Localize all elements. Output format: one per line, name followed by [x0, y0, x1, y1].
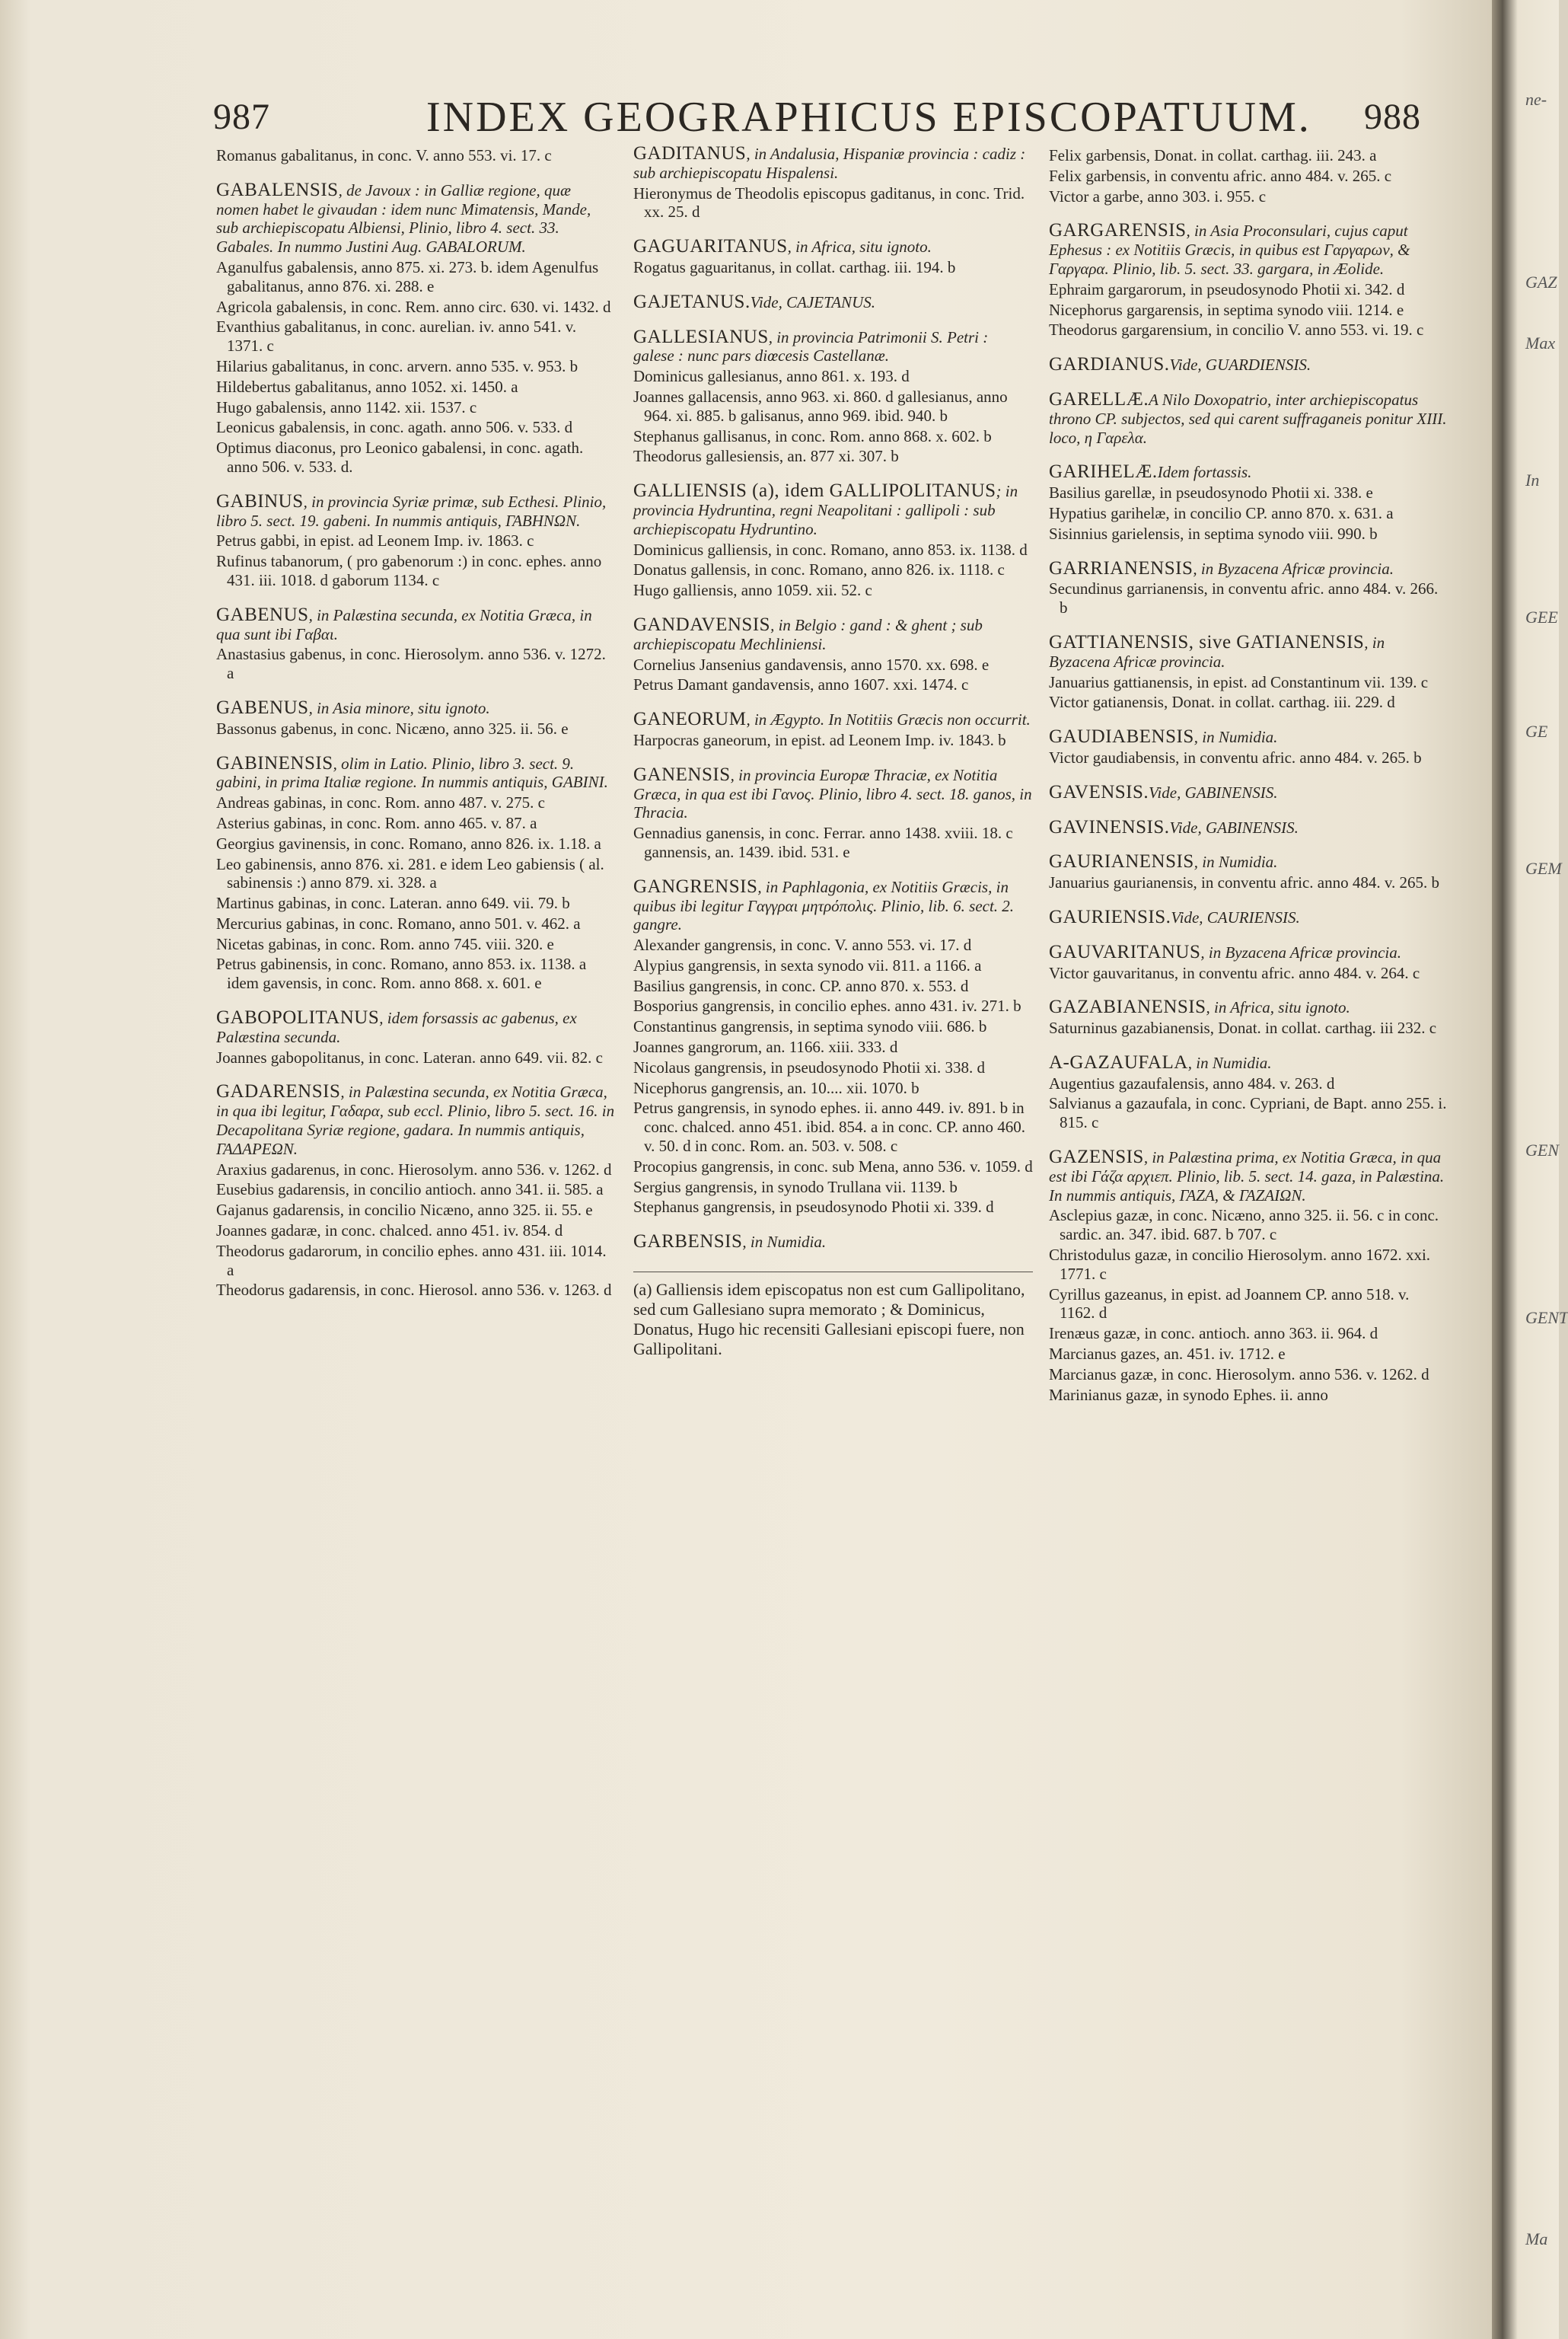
bishop-entry: Alypius gangrensis, in sexta synodo vii. 811. a 1166. a — [633, 956, 982, 975]
facing-page-fragment: GENT — [1525, 1308, 1568, 1327]
index-entry — [1049, 1051, 1448, 1132]
index-entry — [1049, 818, 1448, 838]
entry-heading-line — [1049, 463, 1448, 482]
bishop-entry: Irenæus gazæ, in conc. antioch. anno 363. ii. 964. d — [1049, 1324, 1378, 1343]
bishop-entry: Sergius gangrensis, in synodo Trullana vii. 1139. b — [633, 1177, 958, 1196]
entry-description: , in Byzacena Africæ provincia. — [1200, 943, 1402, 962]
entry-heading-line — [1049, 853, 1448, 872]
entry-heading: GAVENSIS. — [1049, 781, 1149, 803]
entry-heading-line — [1049, 222, 1448, 278]
bishop-entry: Theodorus gallesiensis, an. 877 xi. 307. b — [633, 447, 899, 466]
bishop-entry: Januarius gattianensis, in epist. ad Constantinum vii. 139. c — [1049, 672, 1429, 691]
bishop-entry: Constantinus gangrensis, in septima synodo viii. 686. b — [633, 1017, 987, 1036]
entry-heading: GABOPOLITANUS — [216, 1007, 380, 1029]
entry-description: , in Numidia. — [1194, 853, 1278, 872]
bishop-entry: Eusebius gadarensis, in concilio antioch. anno 341. ii. 585. a — [216, 1180, 604, 1199]
index-entry — [1049, 222, 1448, 340]
index-entry — [1049, 728, 1448, 767]
facing-page-fragment: Ma — [1525, 2229, 1548, 2248]
entry-heading-line — [633, 328, 1033, 366]
index-entry — [1049, 943, 1448, 983]
index-entry — [1049, 908, 1448, 927]
entry-heading: GAUVARITANUS — [1049, 941, 1201, 962]
entry-heading: GADITANUS — [633, 143, 747, 164]
bishop-entry: Victor gatianensis, Donat. in collat. carthag. iii. 229. d — [1049, 693, 1395, 712]
entry-heading: GANEORUM — [633, 709, 747, 730]
index-entry — [633, 616, 1033, 694]
entry-heading-line — [633, 145, 1033, 183]
bishop-entry: Joannes gabopolitanus, in conc. Lateran. anno 649. vii. 82. c — [216, 1048, 603, 1067]
entry-heading-line — [633, 238, 1033, 257]
bishop-entry: Felix garbensis, in conventu afric. anno 484. v. 265. c — [1049, 166, 1392, 185]
entry-heading-line — [1049, 818, 1448, 838]
bishop-entry: Optimus diaconus, pro Leonico gabalensi, in conc. agath. anno 506. v. 533. d. — [216, 439, 584, 476]
footnote: (a) Galliensis idem episcopatus non est cum Gallipolitano, sed cum Gallesiano supra memorato ; & Dominicus, Donatus, Hugo hic recensiti Gallesiani episcopi fuere, non Gallipolitani. — [633, 1272, 1033, 1359]
index-entry — [1049, 998, 1448, 1038]
entry-heading-line — [633, 878, 1033, 934]
bishop-entry: Cyrillus gazeanus, in epist. ad Joannem CP. anno 518. v. 1162. d — [1049, 1284, 1410, 1323]
index-entry — [216, 1083, 616, 1300]
bishop-entry: Basilius garellæ, in pseudosynodo Photii xi. 338. e — [1049, 483, 1373, 503]
bishop-entry: Romanus gabalitanus, in conc. V. anno 553. vi. 17. c — [216, 146, 552, 164]
bishop-entry: Agricola gabalensis, in conc. Rem. anno circ. 630. vi. 1432. d — [216, 297, 611, 316]
entry-description: , in Belgio : gand : & ghent ; sub archiepiscopatu Mechliniensi. — [633, 615, 983, 653]
bishop-entry: Theodorus gargarensium, in concilio V. anno 553. vi. 19. c — [1049, 321, 1424, 340]
entry-description: , in Byzacena Africæ provincia. — [1193, 559, 1394, 578]
bishop-entry: Secundinus garrianensis, in conventu afric. anno 484. v. 266. b — [1049, 579, 1439, 617]
bishop-entry: Stephanus gangrensis, in pseudosynodo Photii xi. 339. d — [633, 1198, 994, 1217]
entry-heading: GANENSIS — [633, 764, 731, 785]
bishop-entry: Saturninus gazabianensis, Donat. in collat. carthag. iii 232. c — [1049, 1019, 1437, 1038]
bishop-entry: Hildebertus gabalitanus, anno 1052. xi. 1450. a — [216, 377, 518, 396]
entry-description: , de Javoux : in Galliæ regione, quæ nomen habet le givaudan : idem nunc Mimatensis, Mande, sub archiepiscopatu Albiensi, Plinio, libro 4. sect. 33. Gabales. In nummo Justini Aug. GABALORUM. — [216, 180, 591, 257]
facing-page-fragment: In — [1525, 471, 1540, 490]
index-entry — [633, 766, 1033, 862]
index-entry — [633, 878, 1033, 1217]
index-entry — [633, 1233, 1033, 1252]
entry-description: ; in provincia Hydruntina, regni Neapolitani : gallipoli : sub archiepiscopatu Hydruntino. — [633, 482, 1018, 538]
entry-heading: GARDIANUS. — [1049, 354, 1170, 375]
bishop-entry: Hugo galliensis, anno 1059. xii. 52. c — [633, 581, 872, 600]
entry-heading-line — [1049, 557, 1448, 579]
entry-heading-line — [633, 482, 1033, 538]
entry-heading: A-GAZAUFALA — [1049, 1051, 1188, 1073]
bishop-entry: Harpocras ganeorum, in epist. ad Leonem Imp. iv. 1843. b — [633, 730, 1006, 749]
entry-description: Vide, GUARDIENSIS. — [1169, 356, 1311, 375]
entry-heading: GAZENSIS — [1049, 1147, 1144, 1168]
entry-heading-line — [216, 752, 616, 793]
entry-description: , in Numidia. — [1187, 1053, 1272, 1072]
entry-heading-line — [216, 490, 616, 531]
bishop-entry: Dominicus galliensis, in conc. Romano, anno 853. ix. 1138. d — [633, 540, 1028, 559]
bishop-entry: Stephanus gallisanus, in conc. Rom. anno 868. x. 602. b — [633, 426, 992, 445]
bishop-entry: Bassonus gabenus, in conc. Nicæno, anno 325. ii. 56. e — [216, 719, 569, 738]
bishop-entry: Theodorus gadarorum, in concilio ephes. anno 431. iii. 1014. a — [216, 1241, 607, 1279]
entry-heading-line — [1049, 388, 1448, 447]
index-entry — [216, 1009, 616, 1067]
bishop-entry: Christodulus gazæ, in concilio Hierosolym. anno 1672. xxi. 1771. c — [1049, 1246, 1431, 1283]
page-header — [0, 88, 1492, 149]
entry-description: , in Palæstina prima, ex Notitia Græca, in qua est ibi Γάζα αρχιεπ. Plinio, lib. 5. sect. 14. gaza, in Palæstina. In nummis antiquis, ΓΑΖΑ, & ΓΑΖΑΙΩΝ. — [1049, 1148, 1445, 1205]
bishop-entry: Araxius gadarenus, in conc. Hierosolym. anno 536. v. 1262. d — [216, 1160, 612, 1179]
entry-heading: GAURIANENSIS — [1049, 851, 1194, 873]
bishop-entry: Georgius gavinensis, in conc. Romano, anno 826. ix. 1.18. a — [216, 834, 601, 853]
entry-heading-line — [1049, 1148, 1448, 1205]
entry-description: , in provincia Patrimonii S. Petri : galese : nunc pars diœcesis Castellanæ. — [633, 327, 989, 365]
entry-heading-line — [1049, 783, 1448, 803]
bishop-entry: Asterius gabinas, in conc. Rom. anno 465. v. 87. a — [216, 813, 537, 832]
entry-heading: GAGUARITANUS — [633, 236, 788, 257]
entry-heading-line — [1049, 998, 1448, 1017]
entry-description: , in Byzacena Africæ provincia. — [1049, 633, 1385, 671]
entry-heading: GATTIANENSIS, sive GATIANENSIS — [1049, 631, 1365, 653]
entry-heading-line — [633, 1233, 1033, 1252]
index-entry — [633, 710, 1033, 750]
entry-heading: GAUDIABENSIS — [1049, 726, 1194, 748]
bishop-entry: Dominicus gallesianus, anno 861. x. 193. d — [633, 367, 910, 386]
running-title: INDEX GEOGRAPHICUS EPISCOPATUUM. — [426, 94, 1311, 141]
entry-description: , in Ægypto. In Notitiis Græcis non occurrit. — [746, 710, 1031, 729]
index-entry — [216, 146, 616, 165]
bishop-entry: Hieronymus de Theodolis episcopus gaditanus, in conc. Trid. xx. 25. d — [633, 183, 1025, 222]
index-entry — [1049, 853, 1448, 892]
bishop-entry: Bosporius gangrensis, in concilio ephes. anno 431. iv. 271. b — [633, 997, 1021, 1016]
bishop-entry: Nicolaus gangrensis, in pseudosynodo Photii xi. 338. d — [633, 1058, 985, 1077]
index-entry — [216, 606, 616, 683]
entry-description: , in Africa, situ ignoto. — [1206, 998, 1350, 1017]
bishop-entry: Andreas gabinas, in conc. Rom. anno 487. v. 275. c — [216, 793, 545, 812]
index-entry — [1049, 557, 1448, 617]
bishop-entry: Hilarius gabalitanus, in conc. arvern. anno 535. v. 953. b — [216, 356, 578, 375]
facing-page-fragment: Max — [1525, 333, 1556, 353]
entry-heading-line — [1049, 1051, 1448, 1073]
bishop-entry: Joannes gallacensis, anno 963. xi. 860. d gallesianus, anno 964. xi. 885. b galisanus, anno 969. ibid. 940. b — [633, 387, 1008, 425]
entry-description: A Nilo Doxopatrio, inter archiepiscopatus throno CP. subjectos, sed qui carent suffraganeis ponitur XIII. loco, η Γαρελα. — [1049, 390, 1447, 447]
entry-heading: GALLIENSIS (a), idem GALLIPOLITANUS — [633, 480, 996, 502]
bishop-entry: Anastasius gabenus, in conc. Hierosolym. anno 536. v. 1272. a — [216, 645, 606, 683]
entry-heading-line — [1049, 908, 1448, 927]
bishop-entry: Petrus Damant gandavensis, anno 1607. xxi. 1474. c — [633, 675, 969, 694]
entry-heading: GADARENSIS — [216, 1081, 341, 1102]
index-entry — [633, 238, 1033, 277]
bishop-entry: Januarius gaurianensis, in conventu afric. anno 484. v. 265. b — [1049, 873, 1440, 892]
bishop-entry: Asclepius gazæ, in conc. Nicæno, anno 325. ii. 56. c in conc. sardic. an. 347. ibid. 687. b 707. c — [1049, 1206, 1439, 1244]
bishop-entry: Petrus gangrensis, in synodo ephes. ii. anno 449. iv. 891. b in conc. chalced. anno 451. ibid. 854. a in conc. CP. anno 460. v. 50. d in conc. Rom. an. 503. v. 508. c — [633, 1099, 1025, 1156]
index-entry — [216, 752, 616, 994]
facing-page-fragment: GAZ — [1525, 273, 1557, 292]
facing-page-fragment: ne- — [1525, 90, 1547, 109]
index-entry — [1049, 356, 1448, 375]
index-entry — [633, 328, 1033, 467]
entry-description: , in provincia Syriæ primæ, sub Ecthesi. Plinio, libro 5. sect. 19. gabeni. In nummis antiquis, ΓΑΒΗΝΩΝ. — [216, 492, 607, 530]
index-entry — [633, 145, 1033, 222]
entry-description: , in provincia Europæ Thraciæ, ex Notitia Græca, in qua est ibi Γανος. Plinio, libro 4. sect. 18. ganos, in Thracia. — [633, 765, 1032, 822]
index-entry — [216, 181, 616, 477]
entry-description: Vide, CAURIENSIS. — [1171, 908, 1300, 927]
facing-page-fragment: GE — [1525, 722, 1548, 741]
entry-description: , in Paphlagonia, ex Notitiis Græcis, in quibus ibi legitur Γαγγραι μητρόπολις. Plinio, lib. 6. sect. 2. gangre. — [633, 877, 1015, 934]
bishop-entry: Evanthius gabalitanus, in conc. aurelian. iv. anno 541. v. 1371. c — [216, 318, 577, 356]
bishop-entry: Cornelius Jansenius gandavensis, anno 1570. xx. 698. e — [633, 655, 990, 674]
bishop-entry: Rufinus tabanorum, ( pro gabenorum :) in conc. ephes. anno 431. iii. 1018. d gaborum 1134. c — [216, 552, 602, 589]
bishop-entry: Rogatus gaguaritanus, in collat. carthag. iii. 194. b — [633, 257, 956, 276]
entry-heading-line — [216, 181, 616, 257]
bishop-entry: Theodorus gadarensis, in conc. Hierosol. anno 536. v. 1263. d — [216, 1281, 612, 1300]
entry-description: , olim in Latio. Plinio, libro 3. sect. 9. gabini, in prima Italiæ regione. In nummis antiquis, GABINI. — [216, 754, 608, 792]
entry-heading: GABALENSIS — [216, 179, 339, 200]
entry-heading: GARBENSIS — [633, 1231, 743, 1252]
entry-heading-line — [1049, 943, 1448, 962]
bishop-entry: Ephraim gargarorum, in pseudosynodo Photii xi. 342. d — [1049, 279, 1405, 298]
bishop-entry: Felix garbensis, Donat. in collat. carthag. iii. 243. a — [1049, 146, 1377, 164]
entry-description: , idem forsassis ac gabenus, ex Palæstina secunda. — [216, 1009, 577, 1046]
index-entry — [1049, 783, 1448, 803]
entry-description: , in Numidia. — [742, 1233, 827, 1252]
entry-heading: GANDAVENSIS — [633, 614, 771, 635]
entry-description: Vide, GABINENSIS. — [1149, 783, 1278, 802]
bishop-entry: Victor gauvaritanus, in conventu afric. anno 484. v. 264. c — [1049, 963, 1420, 982]
bishop-entry: Augentius gazaufalensis, anno 484. v. 263. d — [1049, 1074, 1335, 1093]
bishop-entry: Gennadius ganensis, in conc. Ferrar. anno 1438. xviii. 18. c gannensis, an. 1439. ibid. 531. e — [633, 824, 1013, 861]
page-number-left: 987 — [213, 97, 270, 137]
bishop-entry: Procopius gangrensis, in conc. sub Mena, anno 536. v. 1059. d — [633, 1157, 1033, 1176]
entry-heading: GANGRENSIS — [633, 876, 758, 897]
entry-heading-line — [1049, 633, 1448, 672]
entry-description: , in Palæstina secunda, ex Notitia Græca, in qua ibi legitur, Γαδαρα, sub eccl. Plinio, libro 5. sect. 16. in Decapolitana Syriæ regione, gadara. In nummis antiquis, ΓΑΔΑΡΕΩΝ. — [216, 1083, 615, 1158]
entry-heading: GARGARENSIS — [1049, 220, 1187, 241]
entry-heading: GAURIENSIS. — [1049, 906, 1171, 927]
bishop-entry: Victor a garbe, anno 303. i. 955. c — [1049, 187, 1267, 206]
bishop-entry: Alexander gangrensis, in conc. V. anno 553. vi. 17. d — [633, 936, 972, 955]
entry-heading: GAJETANUS. — [633, 291, 751, 312]
entry-heading: GABINENSIS — [216, 752, 333, 774]
bishop-entry: Sisinnius garielensis, in septima synodo viii. 990. b — [1049, 524, 1378, 543]
index-entry — [1049, 463, 1448, 543]
entry-heading: GARIHELÆ. — [1049, 461, 1158, 483]
entry-heading-line — [1049, 356, 1448, 375]
facing-page-edge — [1492, 0, 1568, 2339]
entry-description: , in Asia minore, situ ignoto. — [308, 698, 490, 717]
index-entry — [1049, 388, 1448, 447]
entry-description: , in Numidia. — [1194, 728, 1278, 747]
bishop-entry: Joannes gadaræ, in conc. chalced. anno 451. iv. 854. d — [216, 1221, 563, 1240]
bishop-entry: Aganulfus gabalensis, anno 875. xi. 273. b. idem Agenulfus gabalitanus, anno 876. xi. 288. e — [216, 257, 599, 295]
bishop-entry: Gajanus gadarensis, in concilio Nicæno, anno 325. ii. 55. e — [216, 1201, 593, 1220]
facing-page-fragment: GEN — [1525, 1141, 1559, 1160]
bishop-entry: Marcianus gazes, an. 451. iv. 1712. e — [1049, 1345, 1286, 1364]
index-column-1 — [216, 145, 616, 1316]
entry-heading: GABENUS — [216, 697, 309, 718]
bishop-entry: Marinianus gazæ, in synodo Ephes. ii. anno — [1049, 1385, 1328, 1404]
entry-heading-line — [633, 710, 1033, 729]
index-entry — [633, 482, 1033, 600]
entry-heading: GAVINENSIS. — [1049, 816, 1170, 838]
index-entry — [216, 490, 616, 590]
index-entry — [1049, 146, 1448, 206]
facing-page-fragment: GEM — [1525, 859, 1562, 878]
facing-page-fragment: GEE — [1525, 608, 1558, 627]
bishop-entry: Donatus gallensis, in conc. Romano, anno 826. ix. 1118. c — [633, 560, 1005, 579]
entry-heading-line — [633, 766, 1033, 822]
entry-heading-line — [633, 616, 1033, 654]
index-column-2 — [633, 145, 1033, 1359]
index-entry — [216, 699, 616, 739]
bishop-entry: Leo gabinensis, anno 876. xi. 281. e idem Leo gabiensis ( al. sabinensis :) anno 879. xi. 328. a — [216, 854, 604, 892]
entry-heading: GARRIANENSIS — [1049, 557, 1194, 579]
bishop-entry: Nicetas gabinas, in conc. Rom. anno 745. viii. 320. e — [216, 934, 554, 953]
bishop-entry: Joannes gangrorum, an. 1166. xiii. 333. d — [633, 1038, 898, 1057]
index-entry — [1049, 1148, 1448, 1404]
bishop-entry: Martinus gabinas, in conc. Lateran. anno 649. vii. 79. b — [216, 894, 570, 913]
entry-description: Vide, CAJETANUS. — [750, 292, 875, 311]
entry-heading: GABENUS — [216, 604, 309, 625]
entry-description: , in Asia Proconsulari, cujus caput Ephesus : ex Notitiis Græcis, in quibus est Γαργαρων, & Γαργαρα. Plinio, lib. 5. sect. 33. gargara, in Æolide. — [1049, 222, 1410, 278]
bishop-entry: Hypatius garihelæ, in concilio CP. anno 870. x. 631. a — [1049, 503, 1394, 522]
entry-description: , in Andalusia, Hispaniæ provincia : cadiz : sub archiepiscopatu Hispalensi. — [633, 145, 1026, 182]
bishop-entry: Nicephorus gangrensis, an. 10.... xii. 1070. b — [633, 1078, 919, 1097]
entry-description: , in Palæstina secunda, ex Notitia Græca, in qua sunt ibi Γαβαι. — [216, 605, 592, 643]
entry-heading-line — [216, 1009, 616, 1047]
entry-heading: GABINUS — [216, 490, 304, 512]
entry-heading: GALLESIANUS — [633, 326, 769, 347]
entry-heading-line — [216, 1083, 616, 1158]
index-entry — [1049, 633, 1448, 712]
entry-description: Vide, GABINENSIS. — [1169, 818, 1299, 837]
entry-heading: GARELLÆ. — [1049, 388, 1149, 410]
bishop-entry: Nicephorus gargarensis, in septima synodo viii. 1214. e — [1049, 300, 1404, 319]
entry-heading-line — [216, 606, 616, 644]
entry-heading-line — [633, 293, 1033, 312]
index-entry — [633, 293, 1033, 312]
bishop-entry: Marcianus gazæ, in conc. Hierosolym. anno 536. v. 1262. d — [1049, 1364, 1429, 1383]
bishop-entry: Mercurius gabinas, in conc. Romano, anno 501. v. 462. a — [216, 914, 581, 933]
entry-heading-line — [216, 699, 616, 718]
bishop-entry: Petrus gabbi, in epist. ad Leonem Imp. iv. 1863. c — [216, 531, 534, 550]
bishop-entry: Salvianus a gazaufala, in conc. Cypriani, de Bapt. anno 255. i. 815. c — [1049, 1094, 1447, 1132]
entry-description: , in Africa, situ ignoto. — [787, 238, 932, 257]
bishop-entry: Basilius gangrensis, in conc. CP. anno 870. x. 553. d — [633, 976, 969, 995]
page-number-right: 988 — [1364, 97, 1421, 137]
entry-description: Idem fortassis. — [1157, 463, 1252, 482]
entry-heading: GAZABIANENSIS — [1049, 997, 1206, 1018]
bishop-entry: Petrus gabinensis, in conc. Romano, anno 853. ix. 1138. a idem gavensis, in conc. Rom. anno 868. x. 601. e — [216, 955, 587, 993]
entry-heading-line — [1049, 728, 1448, 747]
bishop-entry: Leonicus gabalensis, in conc. agath. anno 506. v. 533. d — [216, 418, 573, 437]
index-column-3 — [1049, 145, 1448, 1420]
bishop-entry: Hugo gabalensis, anno 1142. xii. 1537. c — [216, 397, 477, 416]
bishop-entry: Victor gaudiabensis, in conventu afric. anno 484. v. 265. b — [1049, 748, 1422, 767]
